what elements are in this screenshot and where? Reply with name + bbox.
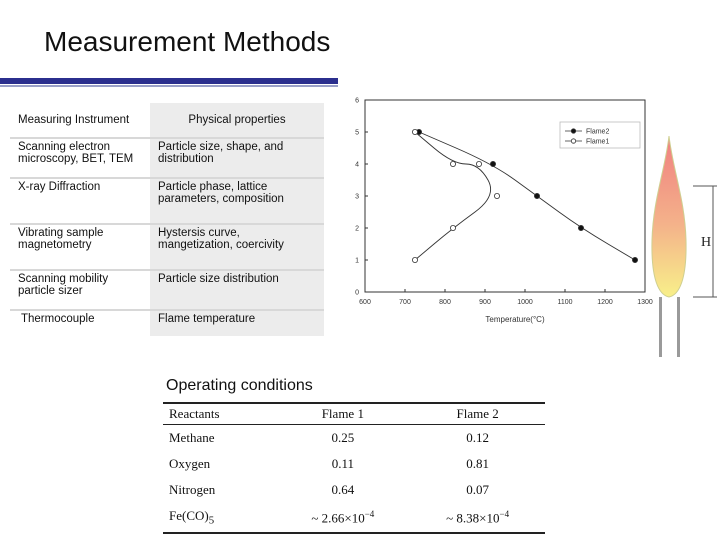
operating-conditions-label: Operating conditions bbox=[166, 377, 313, 394]
x-axis-label: Temperature(°C) bbox=[485, 315, 545, 324]
burner-tube bbox=[659, 297, 662, 357]
table-row bbox=[10, 138, 324, 178]
reactant-name: Oxygen bbox=[169, 456, 211, 471]
flame1-value: 0.25 bbox=[331, 430, 355, 445]
y-tick-label: 2 bbox=[355, 225, 359, 233]
page-title: Measurement Methods bbox=[44, 26, 331, 57]
data-point-flame2 bbox=[534, 193, 539, 198]
table-row bbox=[10, 224, 324, 270]
data-point-flame1 bbox=[450, 161, 455, 166]
header-flame2: Flame 2 bbox=[410, 403, 545, 425]
y-tick-label: 3 bbox=[355, 193, 359, 201]
fe-flame1-base: ~ 2.66×10 bbox=[311, 510, 365, 526]
header-instrument: Measuring Instrument bbox=[10, 103, 150, 138]
flame1-value bbox=[275, 503, 410, 533]
instrument-table-header bbox=[10, 103, 324, 138]
property-cell: Particle size, shape, and distribution bbox=[150, 138, 324, 178]
y-tick-label: 1 bbox=[355, 257, 359, 265]
table-row bbox=[163, 477, 545, 503]
table-row bbox=[163, 425, 545, 452]
data-point-flame2 bbox=[578, 225, 583, 230]
reactant-name: Methane bbox=[169, 430, 215, 445]
header-properties: Physical properties bbox=[150, 103, 324, 138]
y-tick-label: 0 bbox=[355, 289, 359, 297]
y-tick-label: 4 bbox=[355, 161, 359, 169]
header-flame1: Flame 1 bbox=[275, 403, 410, 425]
reactant-name bbox=[163, 503, 275, 533]
instrument-table bbox=[10, 103, 324, 336]
x-tick-label: 900 bbox=[479, 299, 491, 306]
data-point-flame1 bbox=[412, 257, 417, 262]
instrument-cell: Scanning electron microscopy, BET, TEM bbox=[10, 138, 150, 178]
header-reactants: Reactants bbox=[163, 403, 275, 425]
y-tick-label: 5 bbox=[355, 129, 359, 137]
flame-height-label: H bbox=[701, 235, 712, 250]
burner-tube bbox=[677, 297, 680, 357]
fe-co-base: Fe(CO) bbox=[169, 508, 209, 524]
property-cell: Particle size distribution bbox=[150, 270, 324, 310]
fe-flame2-exponent: −4 bbox=[499, 508, 510, 519]
property-cell: Hystersis curve, mangetization, coercivity bbox=[150, 224, 324, 270]
x-tick-label: 1300 bbox=[637, 299, 653, 306]
flame2-value: 0.12 bbox=[466, 430, 489, 445]
data-point-flame1 bbox=[494, 193, 499, 198]
x-tick-label: 600 bbox=[359, 299, 371, 306]
operating-conditions-table bbox=[163, 402, 545, 534]
legend-marker bbox=[571, 139, 575, 143]
data-point-flame1 bbox=[412, 129, 417, 134]
y-tick-label: 6 bbox=[355, 97, 359, 105]
legend-label: Flame1 bbox=[586, 138, 610, 146]
table-row bbox=[163, 403, 545, 425]
flame1-value: 0.11 bbox=[331, 456, 354, 471]
table-row bbox=[10, 310, 324, 336]
reactant-name: Nitrogen bbox=[169, 482, 216, 497]
flame1-value: 0.64 bbox=[331, 482, 355, 497]
fe-flame2-base: ~ 8.38×10 bbox=[446, 510, 500, 526]
flame2-value: 0.07 bbox=[466, 482, 489, 497]
table-row bbox=[163, 451, 545, 477]
x-tick-label: 1100 bbox=[557, 299, 573, 306]
x-tick-label: 800 bbox=[439, 299, 451, 306]
data-point-flame1 bbox=[476, 161, 481, 166]
table-row bbox=[10, 178, 324, 224]
x-tick-label: 1000 bbox=[517, 299, 533, 306]
flame2-value: 0.81 bbox=[466, 456, 489, 471]
instrument-cell: Scanning mobility particle sizer bbox=[10, 270, 150, 310]
data-point-flame2 bbox=[490, 161, 495, 166]
table-row bbox=[10, 270, 324, 310]
flame-shape bbox=[652, 136, 686, 297]
title-underline-shadow bbox=[0, 85, 338, 87]
temperature-chart bbox=[335, 92, 655, 332]
instrument-cell: X-ray Diffraction bbox=[10, 178, 150, 224]
title-underline bbox=[0, 78, 338, 84]
flame-illustration bbox=[635, 130, 720, 360]
table-row bbox=[163, 503, 545, 533]
instrument-cell: Thermocouple bbox=[10, 310, 150, 336]
flame2-value bbox=[410, 503, 545, 533]
instrument-cell: Vibrating sample magnetometry bbox=[10, 224, 150, 270]
x-tick-label: 1200 bbox=[597, 299, 613, 306]
data-point-flame1 bbox=[450, 225, 455, 230]
property-cell: Particle phase, lattice parameters, composition bbox=[150, 178, 324, 224]
legend-marker bbox=[571, 129, 575, 133]
fe-co-subscript: 5 bbox=[208, 514, 215, 527]
legend-label: Flame2 bbox=[586, 128, 610, 136]
property-cell: Flame temperature bbox=[150, 310, 324, 336]
fe-flame1-exponent: −4 bbox=[364, 508, 375, 519]
x-tick-label: 700 bbox=[399, 299, 411, 306]
